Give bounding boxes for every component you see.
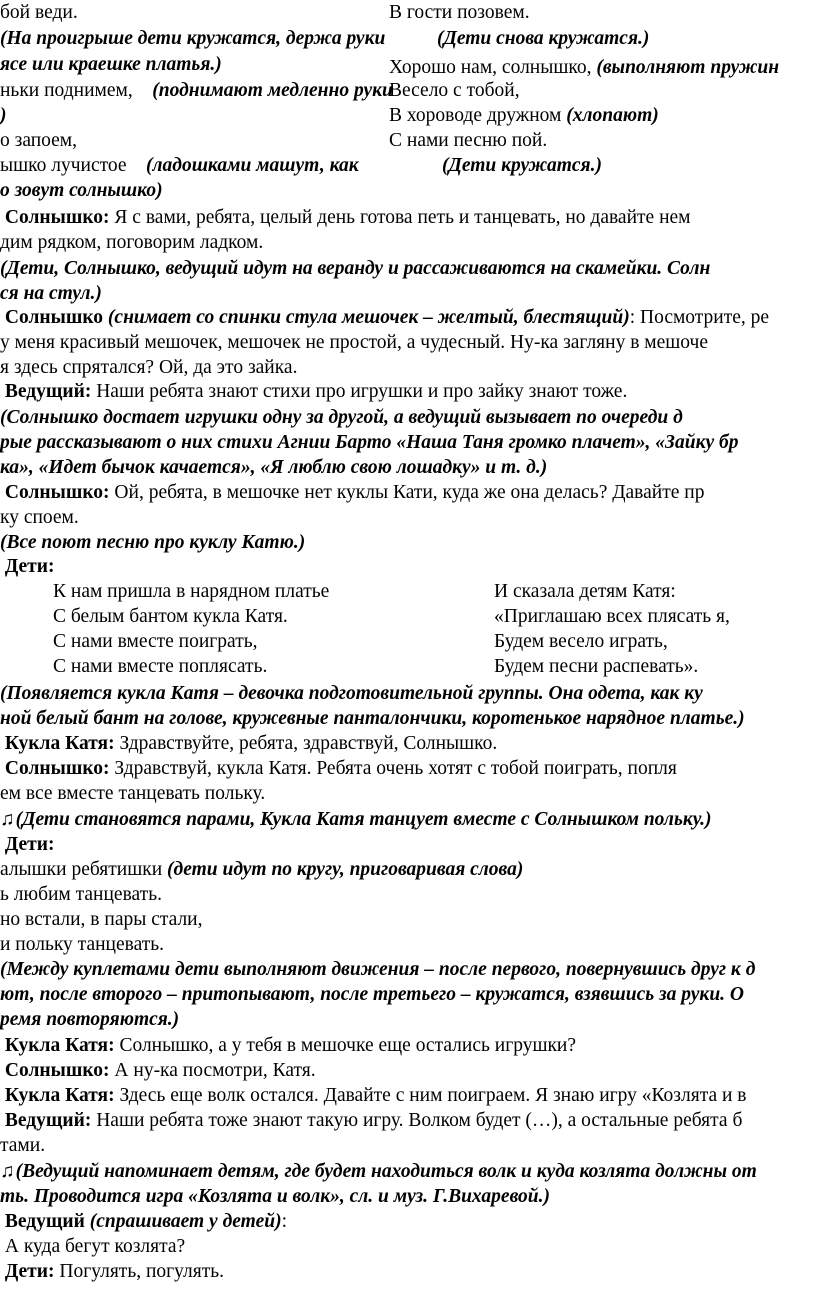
dialogue-line [0, 1260, 224, 1284]
dialogue-text: Здравствуйте, ребята, здравствуй, Солнышко. [119, 733, 498, 754]
stage-direction: (На проигрыше дети кружатся, держа руки [0, 28, 386, 49]
dialogue-line [0, 380, 627, 404]
text-line [389, 104, 659, 128]
speaker-label-text: Дети: [4, 556, 55, 577]
speaker-label: Ведущий: [4, 381, 92, 402]
dialogue-line [0, 1084, 747, 1108]
dialogue-line [0, 757, 677, 781]
text-fragment: ньки поднимем, [0, 80, 133, 101]
dialogue-text: Погулять, погулять. [59, 1261, 225, 1282]
speaker-label-text: Дети: [4, 834, 55, 855]
dialogue-line [0, 1235, 185, 1259]
text-line [0, 154, 359, 178]
text-line: Весело с тобой, [389, 80, 520, 101]
verse-line: и польку танцевать. [0, 934, 165, 955]
stage-direction: (поднимают медленно руки [152, 80, 393, 101]
song-line: С нами вместе поиграть, [53, 631, 258, 652]
stage-direction: ка», «Идет бычок качается», «Я люблю свою лошадку» и т. д.) [0, 457, 548, 478]
dialogue-text: Наши ребята тоже знают такую игру. Волком будет (…), а остальные ребята б [96, 1110, 743, 1131]
song-line: Будем весело играть, [494, 631, 668, 652]
stage-direction: (дети идут по кругу, приговаривая слова) [167, 859, 524, 880]
verse-text: алышки ребятишки [0, 859, 163, 880]
stage-direction: (Между куплетами дети выполняют движения – после первого, повернувшись друг к д [0, 959, 756, 980]
stage-direction: ся на стул.) [0, 283, 102, 304]
stage-direction: (Появляется кукла Катя – девочка подготовительной группы. Она одета, как ку [0, 683, 703, 704]
speaker-label: Солнышко: [4, 1060, 110, 1081]
stage-direction: (ладошками машут, как [146, 155, 359, 176]
song-line: И сказала детям Катя: [494, 581, 676, 602]
dialogue-line [0, 206, 691, 230]
dialogue-text: Солнышко, а у тебя в мешочке еще остались игрушки? [119, 1035, 577, 1056]
dialogue-text: Здесь еще волк остался. Давайте с ним поиграем. Я знаю игру «Козлята и в [119, 1085, 747, 1106]
text-line [0, 79, 393, 103]
music-note-icon: ♫ [0, 1161, 15, 1182]
stage-direction: (Все поют песню про куклу Катю.) [0, 532, 306, 553]
dialogue-line [0, 481, 704, 505]
song-line: С нами вместе поплясать. [53, 656, 268, 677]
stage-direction: (Дети, Солнышко, ведущий идут на веранду и рассаживаются на скамейки. Солн [0, 258, 711, 279]
dialogue-line [0, 1034, 576, 1058]
dialogue-line: ем все вместе танцевать польку. [0, 783, 266, 804]
stage-direction: (спрашивает у детей) [89, 1211, 282, 1232]
text-line: В гости позовем. [389, 2, 530, 23]
dialogue-line [0, 1109, 742, 1133]
text-fragment: В хороводе дружном [389, 105, 562, 126]
dialogue-line: я здесь спрятался? Ой, да это зайка. [0, 357, 298, 378]
stage-direction: (снимает со спинки стула мешочек – желтый, блестящий) [107, 307, 630, 328]
verse-line [0, 858, 523, 882]
speaker-label: Солнышко: [4, 207, 110, 228]
dialogue-text: Наши ребята знают стихи про игрушки и про зайку знают тоже. [96, 381, 628, 402]
stage-direction: (выполняют пружин [596, 57, 780, 78]
text-line: бой веди. [0, 2, 78, 23]
speaker-label: Кукла Катя: [4, 1085, 115, 1106]
speaker-label: Ведущий: [4, 1110, 92, 1131]
stage-direction: (Дети снова кружатся.) [437, 28, 650, 49]
dialogue-line [0, 1059, 316, 1083]
stage-direction: ной белый бант на голове, кружевные панталончики, коротенькое нарядное платье.) [0, 708, 745, 729]
verse-line: ь любим танцевать. [0, 884, 162, 905]
punctuation: : [281, 1211, 287, 1232]
stage-direction: о зовут солнышко) [0, 180, 163, 201]
dialogue-line: тами. [0, 1135, 46, 1156]
song-line: Будем песни распевать». [494, 656, 699, 677]
stage-direction: рые рассказывают о них стихи Агнии Барто «Наша Таня громко плачет», «Зайку бр [0, 432, 739, 453]
speaker-label: Кукла Катя: [4, 1035, 115, 1056]
stage-direction: (хлопают) [566, 105, 659, 126]
dialogue-line: дим рядком, поговорим ладком. [0, 232, 264, 253]
speaker-label: Солнышко: [4, 758, 110, 779]
song-line: С белым бантом кукла Катя. [53, 606, 288, 627]
song-line: «Приглашаю всех плясать я, [494, 606, 730, 627]
stage-direction [0, 808, 712, 832]
dialogue-line: ку споем. [0, 507, 79, 528]
text-fragment: Хорошо нам, солнышко, [389, 57, 592, 78]
dialogue-line [0, 306, 769, 330]
stage-direction-text: (Дети становятся парами, Кукла Катя танцует вместе с Солнышком польку.) [15, 809, 712, 830]
dialogue-text: Я с вами, ребята, целый день готова петь и танцевать, но давайте нем [114, 207, 691, 228]
dialogue-text: А ну-ка посмотри, Катя. [114, 1060, 316, 1081]
text-line [389, 56, 779, 80]
speaker-label [0, 555, 55, 579]
speaker-label: Кукла Катя: [4, 733, 115, 754]
stage-direction [0, 1160, 757, 1184]
stage-direction: (Солнышко достает игрушки одну за другой, а ведущий вызывает по очереди д [0, 407, 683, 428]
speaker-label: Дети: [4, 1261, 55, 1282]
music-note-icon: ♫ [0, 809, 15, 830]
speaker-label: Солнышко [4, 307, 104, 328]
dialogue-text: Ой, ребята, в мешочке нет куклы Кати, куда же она делась? Давайте пр [114, 482, 705, 503]
verse-line: но встали, в пары стали, [0, 909, 203, 930]
text-line: о запоем, [0, 130, 78, 151]
dialogue-line: у меня красивый мешочек, мешочек не простой, а чудесный. Ну-ка загляну в мешоче [0, 332, 708, 353]
stage-direction: ть. Проводится игра «Козлята и волк», сл. и муз. Г.Вихаревой.) [0, 1186, 550, 1207]
dialogue-text: А куда бегут козлята? [4, 1236, 186, 1257]
stage-direction: (Дети кружатся.) [442, 155, 602, 176]
speaker-label: Ведущий [4, 1211, 85, 1232]
dialogue-line [0, 1210, 287, 1234]
speaker-label: Солнышко: [4, 482, 110, 503]
dialogue-text: Здравствуй, кукла Катя. Ребята очень хотят с тобой поиграть, попля [114, 758, 677, 779]
dialogue-text: : Посмотрите, ре [629, 307, 770, 328]
stage-direction: ясе или краешке платья.) [0, 54, 222, 75]
stage-direction: ремя повторяются.) [0, 1009, 180, 1030]
text-fragment: ышко лучистое [0, 155, 127, 176]
speaker-label [0, 833, 55, 857]
song-line: К нам пришла в нарядном платье [53, 581, 330, 602]
stage-direction-text: (Ведущий напоминает детям, где будет находиться волк и куда козлята должны от [15, 1161, 757, 1182]
stage-direction: ют, после второго – притопывают, после третьего – кружатся, взявшись за руки. О [0, 984, 744, 1005]
dialogue-line [0, 732, 497, 756]
text-line: С нами песню пой. [389, 130, 548, 151]
stage-direction: ) [0, 105, 7, 126]
